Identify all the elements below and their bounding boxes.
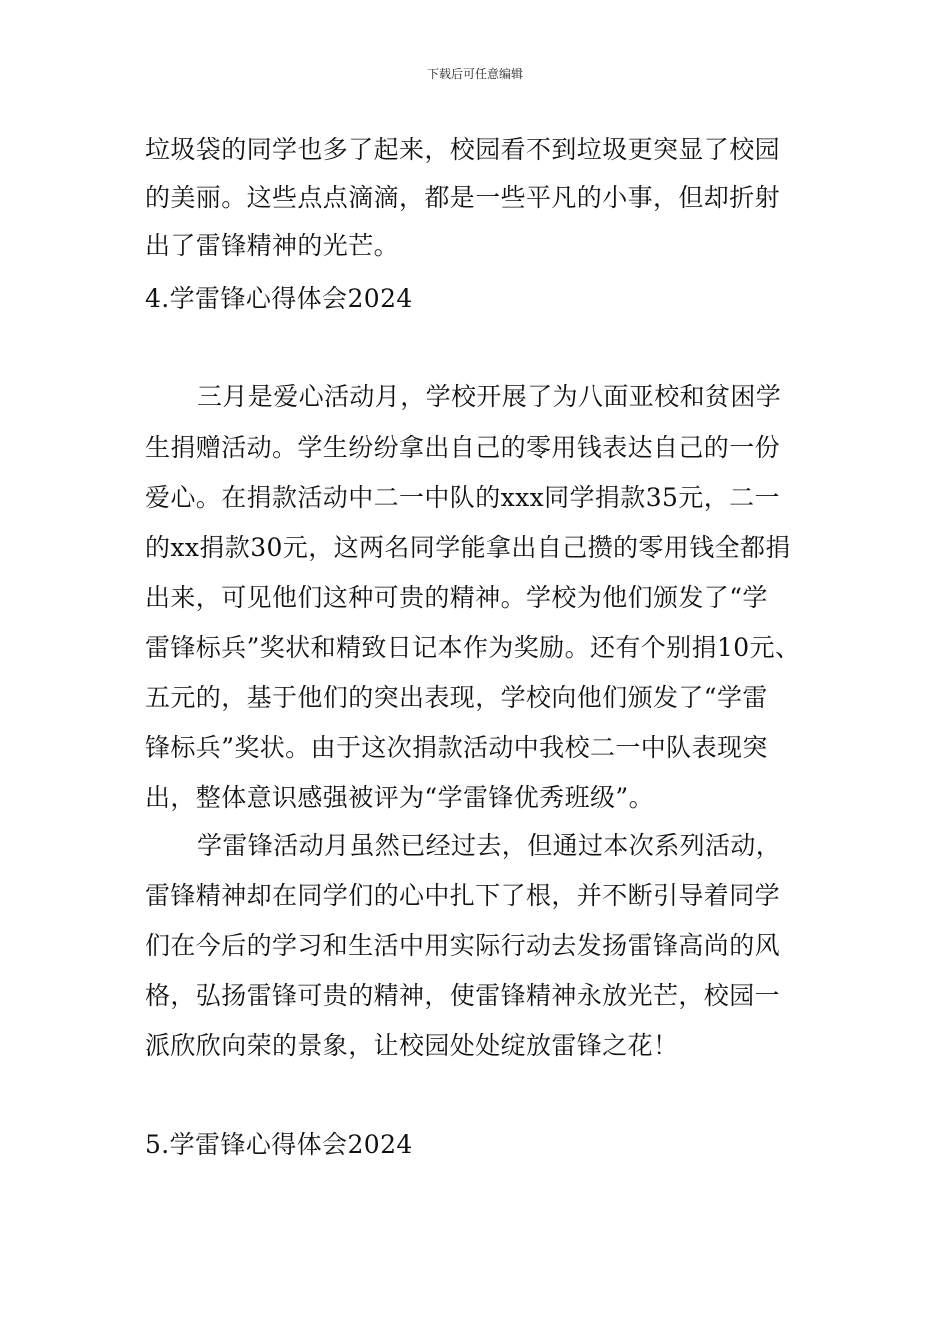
text-line: 的美丽。这些点点滴滴，都是一些平凡的小事，但却折射 (145, 183, 781, 212)
text-line: 学雷锋活动月虽然已经过去，但通过本次系列活动， (197, 831, 782, 860)
text-line: 出了雷锋精神的光芒。 (145, 231, 400, 260)
page-header: 下载后可任意编辑 (426, 67, 523, 81)
text-line: 们在今后的学习和生活中用实际行动去发扬雷锋高尚的风 (145, 931, 781, 960)
text-line: 格，弘扬雷锋可贵的精神，使雷锋精神永放光芒，校园一 (145, 981, 781, 1010)
text-line: 的xx捐款30元，这两名同学能拿出自己攒的零用钱全都捐 (145, 533, 791, 562)
text-line: 雷锋标兵”奖状和精致日记本作为奖励。还有个别捐10元、 (145, 633, 801, 662)
section-heading: 5.学雷锋心得体会2024 (145, 1130, 413, 1159)
text-line: 出来，可见他们这种可贵的精神。学校为他们颁发了“学 (145, 583, 768, 612)
text-line: 垃圾袋的同学也多了起来，校园看不到垃圾更突显了校园 (145, 135, 781, 164)
text-line: 爱心。在捐款活动中二一中队的xxx同学捐款35元，二一 (145, 483, 780, 512)
text-line: 三月是爱心活动月，学校开展了为八面亚校和贫困学 (197, 382, 782, 411)
text-line: 出，整体意识感强被评为“学雷锋优秀班级”。 (145, 783, 654, 812)
text-line: 锋标兵”奖状。由于这次捐款活动中我校二一中队表现突 (145, 733, 768, 762)
section-heading: 4.学雷锋心得体会2024 (145, 284, 413, 313)
text-line: 五元的，基于他们的突出表现，学校向他们颁发了“学雷 (145, 683, 768, 712)
text-line: 派欣欣向荣的景象，让校园处处绽放雷锋之花！ (145, 1031, 679, 1060)
text-line: 雷锋精神却在同学们的心中扎下了根，并不断引导着同学 (145, 881, 781, 910)
text-line: 生捐赠活动。学生纷纷拿出自己的零用钱表达自己的一份 (145, 433, 781, 462)
